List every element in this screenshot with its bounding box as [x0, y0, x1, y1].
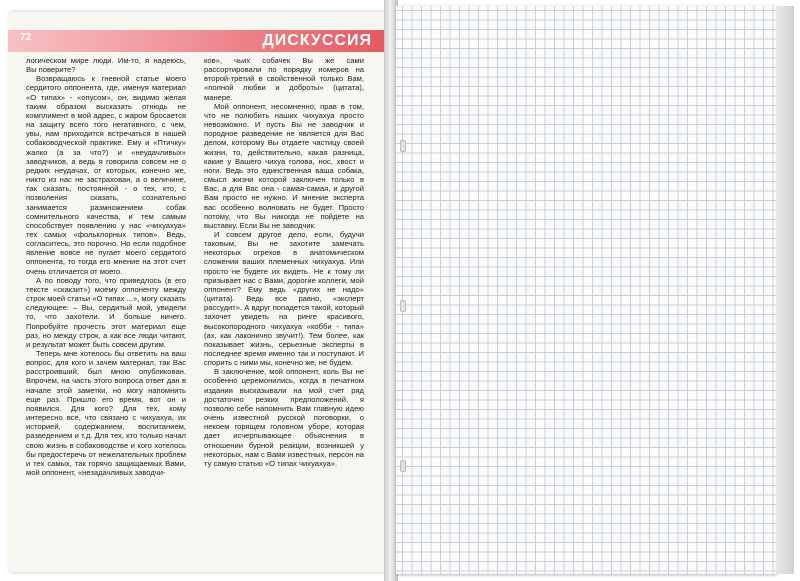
paragraph: Возвращаюсь к гневной статье моего сердитого оппонента, где, именуя материал «О типах» - «опусом», он, видимо желая таким образом высказать отнюдь не комплимент в мой адрес, с жаром бросается на защиту всего того негативного, с чем, увы, нам приходится встречаться в нашей собаководческой практике. Ему и «Птичку» жалко (а за что?) и «неудачливых» заводчиков, а ведь я говорила совсем не о редких неудачах, от которых, конечно же, никто из нас не застрахован, а о величине, так сказать, постоянной - о тех, кто, с позволения сказать, сознательно занимается размножением собак сомнительного качества, и тем самым способствует появлению у нас «чихуахуа» тех самых «фольклорных типов». Ведь, согласитесь, это порочно. Но если подобное явление вовсе не пугает моего сердитого оппонента, то тогда его мнение на этот счет очень отличается от моего.: [26, 74, 186, 276]
binder-hole: [400, 140, 406, 152]
left-page: [8, 12, 384, 572]
paragraph: Теперь мне хотелось бы ответить на ваш вопрос, для кого и зачем материал, так Вас расстроивший, был мною опубликован. Впрочем, на часть этого вопроса ответ дан в начале этой заметки, но могу напомнить еще раз. Пришло его время, вот он и появился. Для кого? Для тех, кому интересно все, что связано с чихуахуа, их историей, содержанием, воспитанием, разведением и т.д. Для тех, кто только начал свою жизнь в собаководстве и кого хотелось бы предостеречь от нежелательных проблем и тех самых, так горячо защищаемых Вами, мой оппонент, «незадачливых заводчи-: [26, 349, 186, 478]
binder-hole: [400, 300, 406, 312]
text-column-left: [26, 56, 186, 477]
page-edge: [776, 6, 794, 574]
paragraph: И совсем другое дело, если, будучи таковым, Вы не захотите замечать некоторых огрехов в анатомическом сложении ваших племенных чихуахуа. Или просто не будете их видеть. Не к тому ли призывает нас с Вами, дорогие коллеги, мой оппонент? Ему ведь «других не надо» (цитата). Ведь все равно, «эксперт рассудит». А вдруг попадется такой, который захочет увидеть на ринге красивого, высокопородного чихуахуа «кобби - типа» (ах, как лаконично звучит!). Тем более, как показывает жизнь, серьезные эксперты в последнее время именно так и поступают. И спорить с ними мы, конечно же, не будем.: [204, 229, 364, 368]
paragraph: логическом мире люди. Им-то, я надеюсь, Вы поверите?: [26, 56, 186, 75]
binder-hole: [400, 460, 406, 472]
paragraph: А по поводу того, что приведлось (в его тексте «скакзит») моему оппоненту между строк моей статьи «О типах ...», могу сказать следующее: – Вы, сердитый мой, увидели то, что захотели. И больше ничего. Попробуйте прочесть этот материал еще раз, но между строк, а как все люди читают, и результат может быть совсем другим.: [26, 275, 186, 349]
paragraph: В заключение, мой оппонент, коль Вы не особенно церемонились, когда в печатном издании высказывали на мой счет ряд достаточно резких предположений, я позволю себе напомнить Вам главную идею очень известной русской поговорки, о некоем горящем головном уборе, которая дает исчерпывающее объяснения в отношении бурной реакции, возникшей у некоторых, нам с Вами известных, персон на ту самую статью «О типах чихуахуа».: [204, 367, 364, 468]
graph-paper-page: [396, 6, 776, 574]
paragraph: ков», чьих собачек Вы же сами рассортировали по порядку номеров на второй-третий в свойственной только Вам, «полной любви и доброты» (цитата), манере.: [204, 56, 364, 102]
paragraph: Мой оппонент, несомненно, прав в том, что не полюбить наших чихуахуа просто невозможно. И пусть Вы не заводчик и породное разведение не является для Вас делом, которому Вы отдаете частицу своей жизни, то, действительно, какая разница, какие у Вашего чихуа голова, нос, хвост и ноги. Ведь это единственная ваша собака, смысл жизни которой заключен только в Вас, а для Вас она - самая-самая, и другой Вам просто не нужно. И мнение эксперта вас особенно волновать не будет. Просто потому, что Вы никогда не пойдете на выставку. Если Вы не заводчик.: [204, 101, 364, 230]
section-title: ДИСКУССИЯ: [262, 32, 372, 49]
page-number: 72: [20, 32, 32, 43]
text-column-right: [204, 56, 364, 468]
